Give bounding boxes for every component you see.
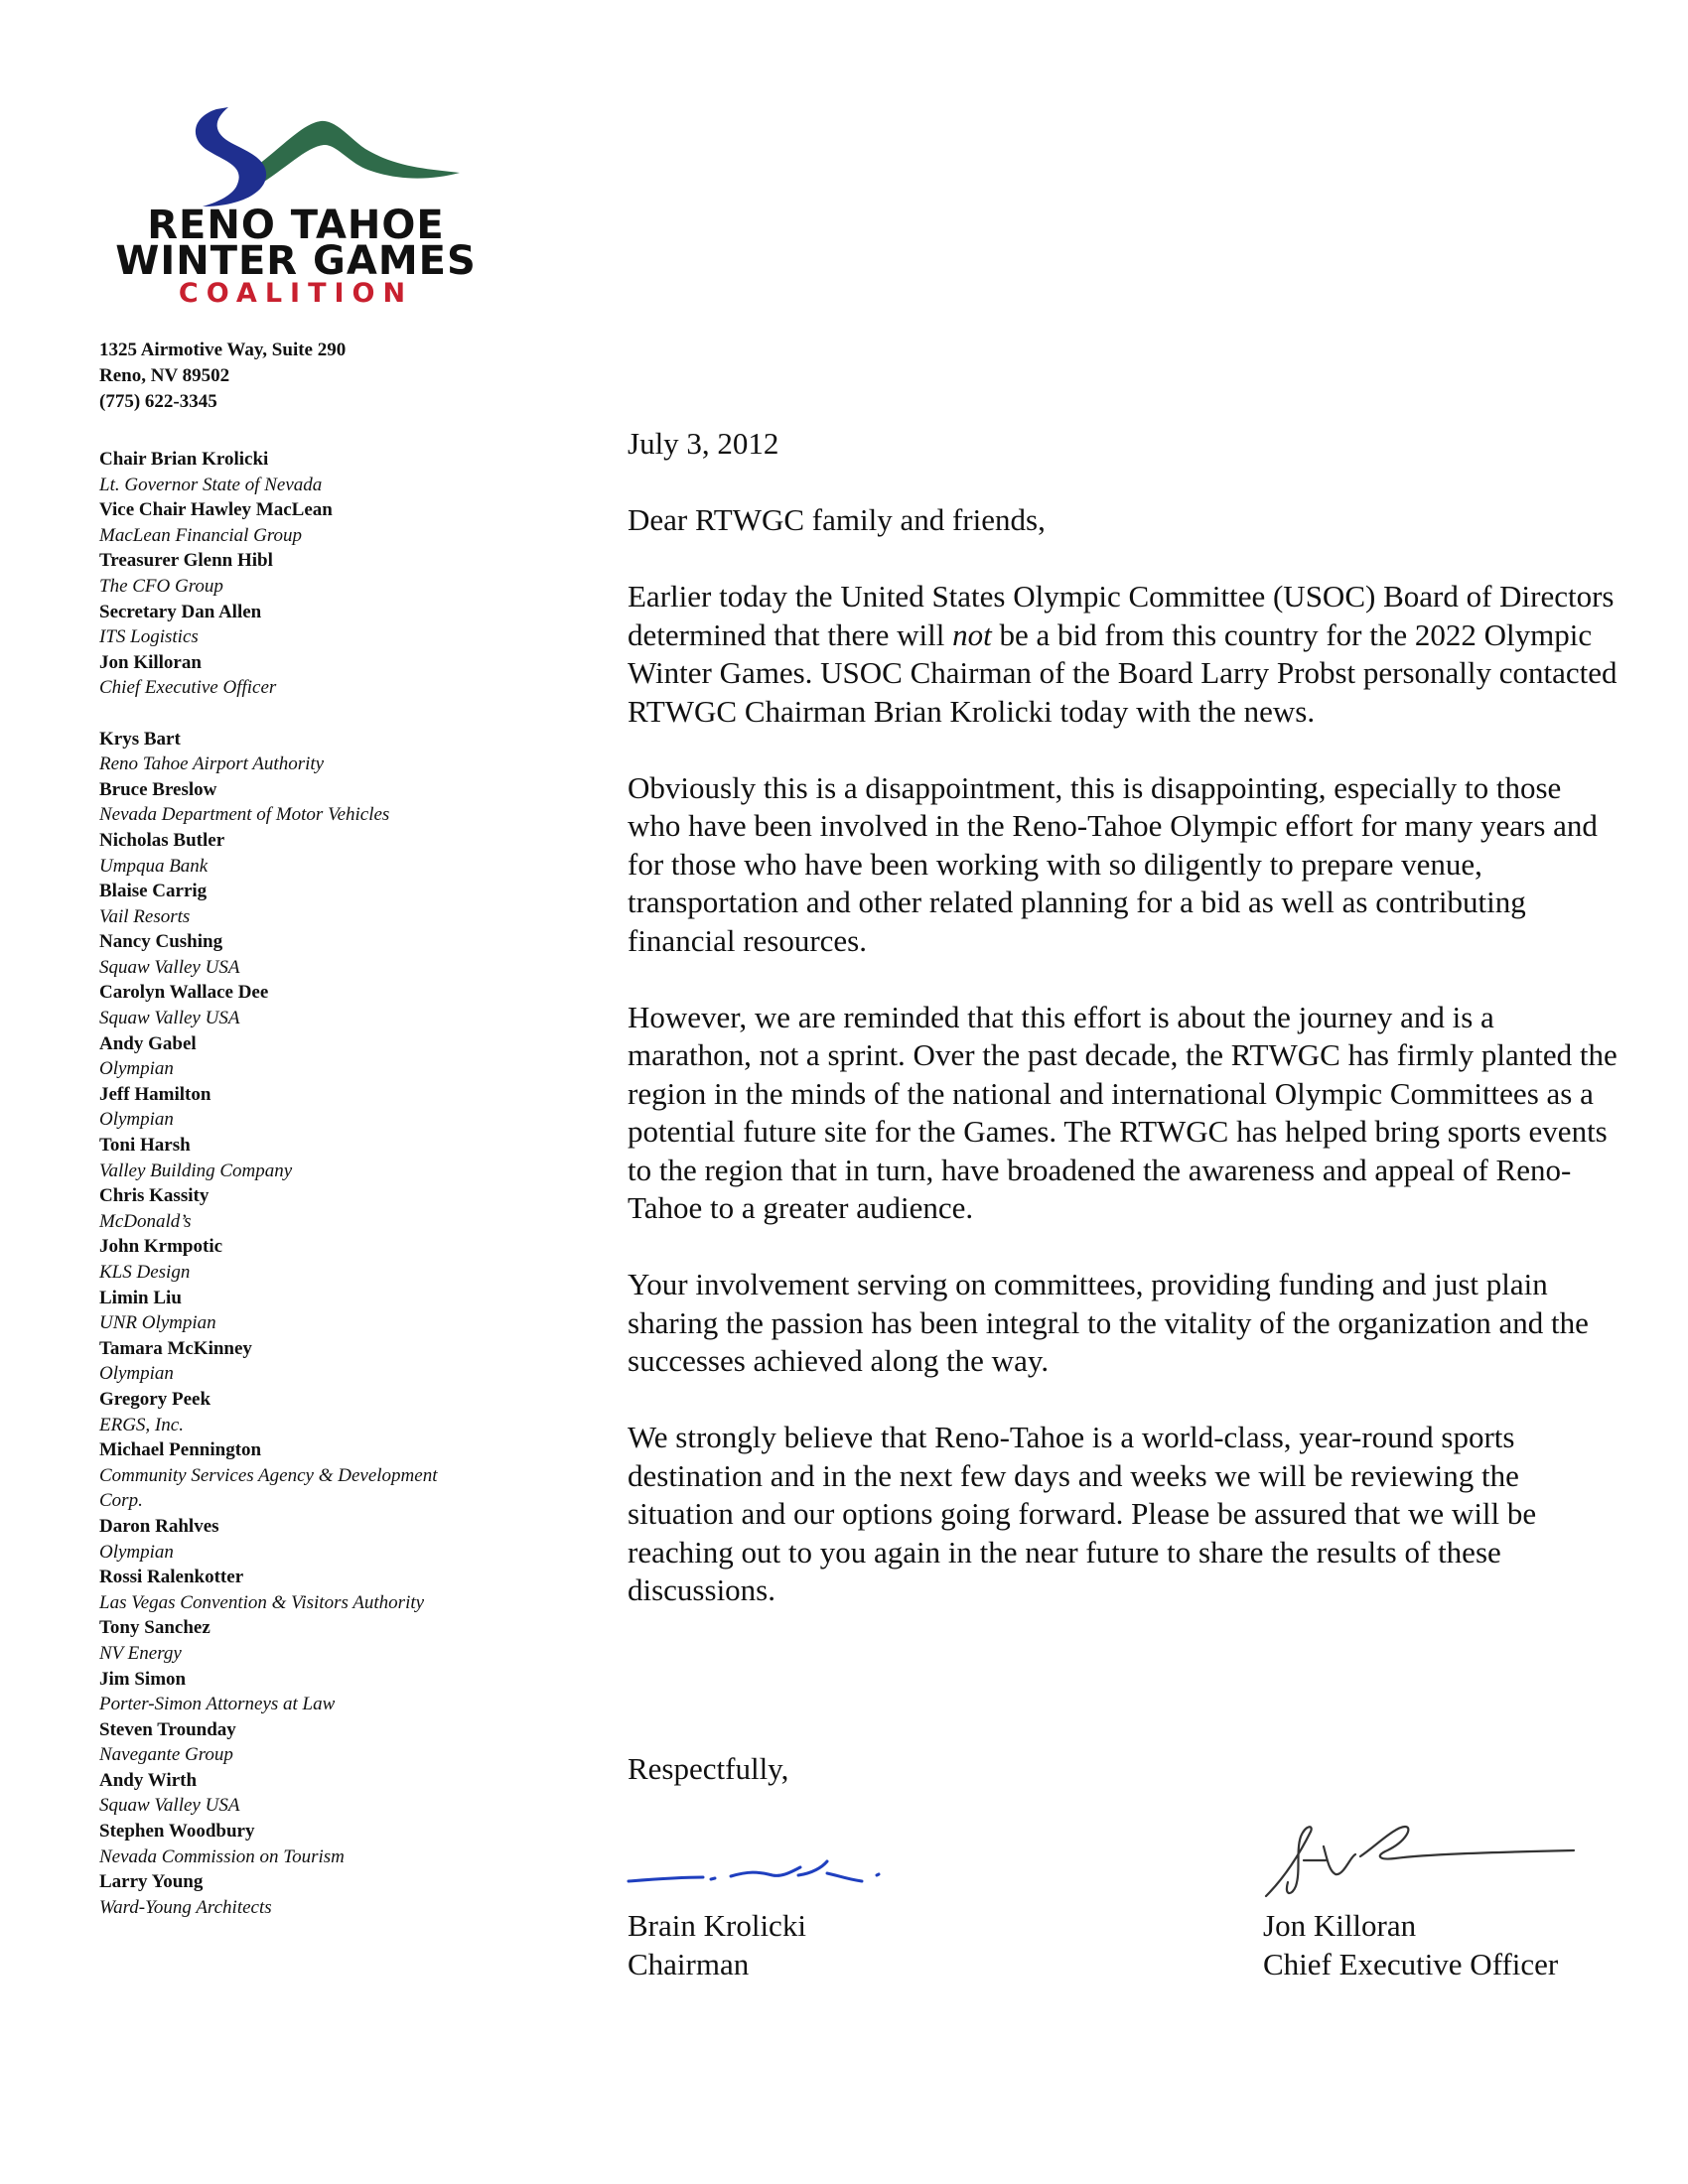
board-member-affiliation: Olympian xyxy=(99,1109,174,1131)
board-member-affiliation: Umpqua Bank xyxy=(99,855,209,877)
board-member-affiliation: Porter-Simon Attorneys at Law xyxy=(99,1694,336,1715)
board-member-name: Limin Liu xyxy=(99,1287,182,1308)
letter-paragraph-4: Your involvement serving on committees, providing funding and just plain sharing the passion has been integral to the vitality of the organization and the successes achieved along the way. xyxy=(628,1267,1589,1378)
board-member-name: Blaise Carrig xyxy=(99,881,208,902)
board-member-name: Andy Gabel xyxy=(99,1032,197,1054)
board-member-affiliation: Chief Executive Officer xyxy=(99,677,277,699)
letter-salutation: Dear RTWGC family and friends, xyxy=(628,502,1046,537)
letter-closing: Respectfully, xyxy=(628,1751,789,1786)
signature-krolicki xyxy=(624,1842,902,1901)
board-member-name: Chair Brian Krolicki xyxy=(99,449,269,470)
board-member-name: Secretary Dan Allen xyxy=(99,601,262,622)
board-member-name: Jeff Hamilton xyxy=(99,1083,211,1105)
board-member-affiliation: Valley Building Company xyxy=(99,1160,293,1181)
board-member-name: Jim Simon xyxy=(99,1668,187,1690)
board-member-affiliation: Reno Tahoe Airport Authority xyxy=(99,753,325,775)
board-member-name: Larry Young xyxy=(99,1871,204,1893)
board-member-affiliation: ITS Logistics xyxy=(99,626,199,648)
board-member-affiliation: NV Energy xyxy=(99,1642,182,1664)
board-member-name: Gregory Peek xyxy=(99,1388,211,1410)
board-member-affiliation: Community Services Agency & Development xyxy=(99,1464,438,1486)
members-list xyxy=(99,727,536,1921)
board-member-affiliation: KLS Design xyxy=(99,1262,191,1283)
board-member-affiliation: Las Vegas Convention & Visitors Authority xyxy=(99,1591,425,1613)
board-member-affiliation: Lt. Governor State of Nevada xyxy=(99,474,323,495)
board-member-affiliation: Squaw Valley USA xyxy=(99,1008,240,1029)
board-member-name: Michael Pennington xyxy=(99,1439,262,1461)
letter-date: July 3, 2012 xyxy=(628,426,779,461)
board-member-name: Rossi Ralenkotter xyxy=(99,1567,244,1588)
board-member-affiliation: Ward-Young Architects xyxy=(99,1896,272,1918)
board-member-name: Nancy Cushing xyxy=(99,931,223,953)
board-member-affiliation: The CFO Group xyxy=(99,575,223,597)
board-member-affiliation: Squaw Valley USA xyxy=(99,956,240,978)
signer-title: Chief Executive Officer xyxy=(1263,1947,1559,1981)
paragraph-text: be a bid from this country for the 2022 Olympic Winter Games. USOC Chairman of the Board Larry Probst personally contacted RTWGC Chairman Brian Krolicki today with the news. xyxy=(628,616,1618,729)
board-list xyxy=(99,447,536,1920)
board-member-affiliation: Vail Resorts xyxy=(99,905,191,927)
board-member-affiliation: Nevada Department of Motor Vehicles xyxy=(99,804,390,826)
board-member-affiliation: Olympian xyxy=(99,1541,174,1563)
address-city: Reno, NV 89502 xyxy=(99,365,230,386)
board-member-affiliation: Squaw Valley USA xyxy=(99,1795,240,1817)
signer-block-ceo xyxy=(1263,1906,1558,1983)
board-member-affiliation: MacLean Financial Group xyxy=(99,524,303,546)
list-spacer xyxy=(99,701,536,727)
board-member-name: Jon Killoran xyxy=(99,651,202,673)
coalition-logo xyxy=(97,99,494,310)
signer-name: Jon Killoran xyxy=(1263,1908,1417,1943)
letter-paragraph-3: However, we are reminded that this effort is about the journey and is a marathon, not a sprint. Over the past decade, the RTWGC has firmly planted the region in the minds of the national and international Olympic Committees as a potential future site for the Games. The RTWGC has helped bring sports events to the region that in turn, have broadened the awareness and appeal of Reno-Tahoe to a greater audience. xyxy=(628,999,1618,1225)
board-member-name: Treasurer Glenn Hibl xyxy=(99,550,273,572)
letter-paragraph-2: Obviously this is a disappointment, this is disappointing, especially to those who have been involved in the Reno-Tahoe Olympic effort for many years and for those who have been working with so diligently to prepare venue, transportation and other related planning for a bid as well as contributing financial resources. xyxy=(628,769,1598,958)
board-member-name: Toni Harsh xyxy=(99,1135,191,1157)
logo-text-coalition: COALITION xyxy=(178,278,414,309)
board-member-name: Chris Kassity xyxy=(99,1185,210,1207)
letterhead-address xyxy=(99,338,346,415)
board-member-affiliation: Nevada Commission on Tourism xyxy=(99,1845,345,1867)
logo-text-winter-games: WINTER GAMES xyxy=(115,238,477,284)
board-member-name: Daron Rahlves xyxy=(99,1515,219,1537)
board-member-affiliation: UNR Olympian xyxy=(99,1312,216,1334)
emphasis-text: not xyxy=(952,616,992,652)
board-member-name: Stephen Woodbury xyxy=(99,1821,255,1843)
board-member-name: Steven Trounday xyxy=(99,1718,236,1740)
board-member-affiliation: ERGS, Inc. xyxy=(99,1414,184,1435)
paragraph-text: Earlier today the United States Olympic Committee (USOC) Board of Directors determined that there will xyxy=(628,579,1615,652)
board-member-name: Krys Bart xyxy=(99,728,181,750)
letter-paragraph-1 xyxy=(628,578,1620,731)
signer-title: Chairman xyxy=(628,1947,750,1981)
board-member-name: Carolyn Wallace Dee xyxy=(99,982,269,1004)
board-member-name: Andy Wirth xyxy=(99,1769,198,1791)
board-member-name: Nicholas Butler xyxy=(99,829,225,851)
officers-list xyxy=(99,447,536,701)
logo-text-reno-tahoe: RENO TAHOE xyxy=(147,203,445,248)
logo-mountain-icon xyxy=(97,99,494,208)
signature-killoran xyxy=(1256,1817,1584,1906)
board-member-affiliation: Navegante Group xyxy=(99,1744,233,1766)
board-member-affiliation: Olympian xyxy=(99,1363,174,1385)
board-member-name: Tamara McKinney xyxy=(99,1337,252,1359)
signer-block-chairman xyxy=(628,1906,806,1983)
address-street: 1325 Airmotive Way, Suite 290 xyxy=(99,340,347,360)
letter-body xyxy=(628,425,1620,1648)
board-member-name: Tony Sanchez xyxy=(99,1617,211,1639)
board-member-affiliation: McDonald’s xyxy=(99,1210,192,1232)
address-phone: (775) 622-3345 xyxy=(99,391,217,412)
letter-paragraph-5: We strongly believe that Reno-Tahoe is a world-class, year-round sports destination and in the next few days and weeks we will be reviewing the situation and our options going forward. Please be assured that we will be reaching out to you again in the near future to share the results of these discussions. xyxy=(628,1420,1537,1607)
signer-name: Brain Krolicki xyxy=(628,1908,806,1943)
board-member-name: Bruce Breslow xyxy=(99,778,217,800)
board-member-name: Vice Chair Hawley MacLean xyxy=(99,499,333,521)
board-member-affiliation: Corp. xyxy=(99,1490,143,1512)
board-member-affiliation: Olympian xyxy=(99,1058,174,1080)
board-member-name: John Krmpotic xyxy=(99,1236,223,1258)
